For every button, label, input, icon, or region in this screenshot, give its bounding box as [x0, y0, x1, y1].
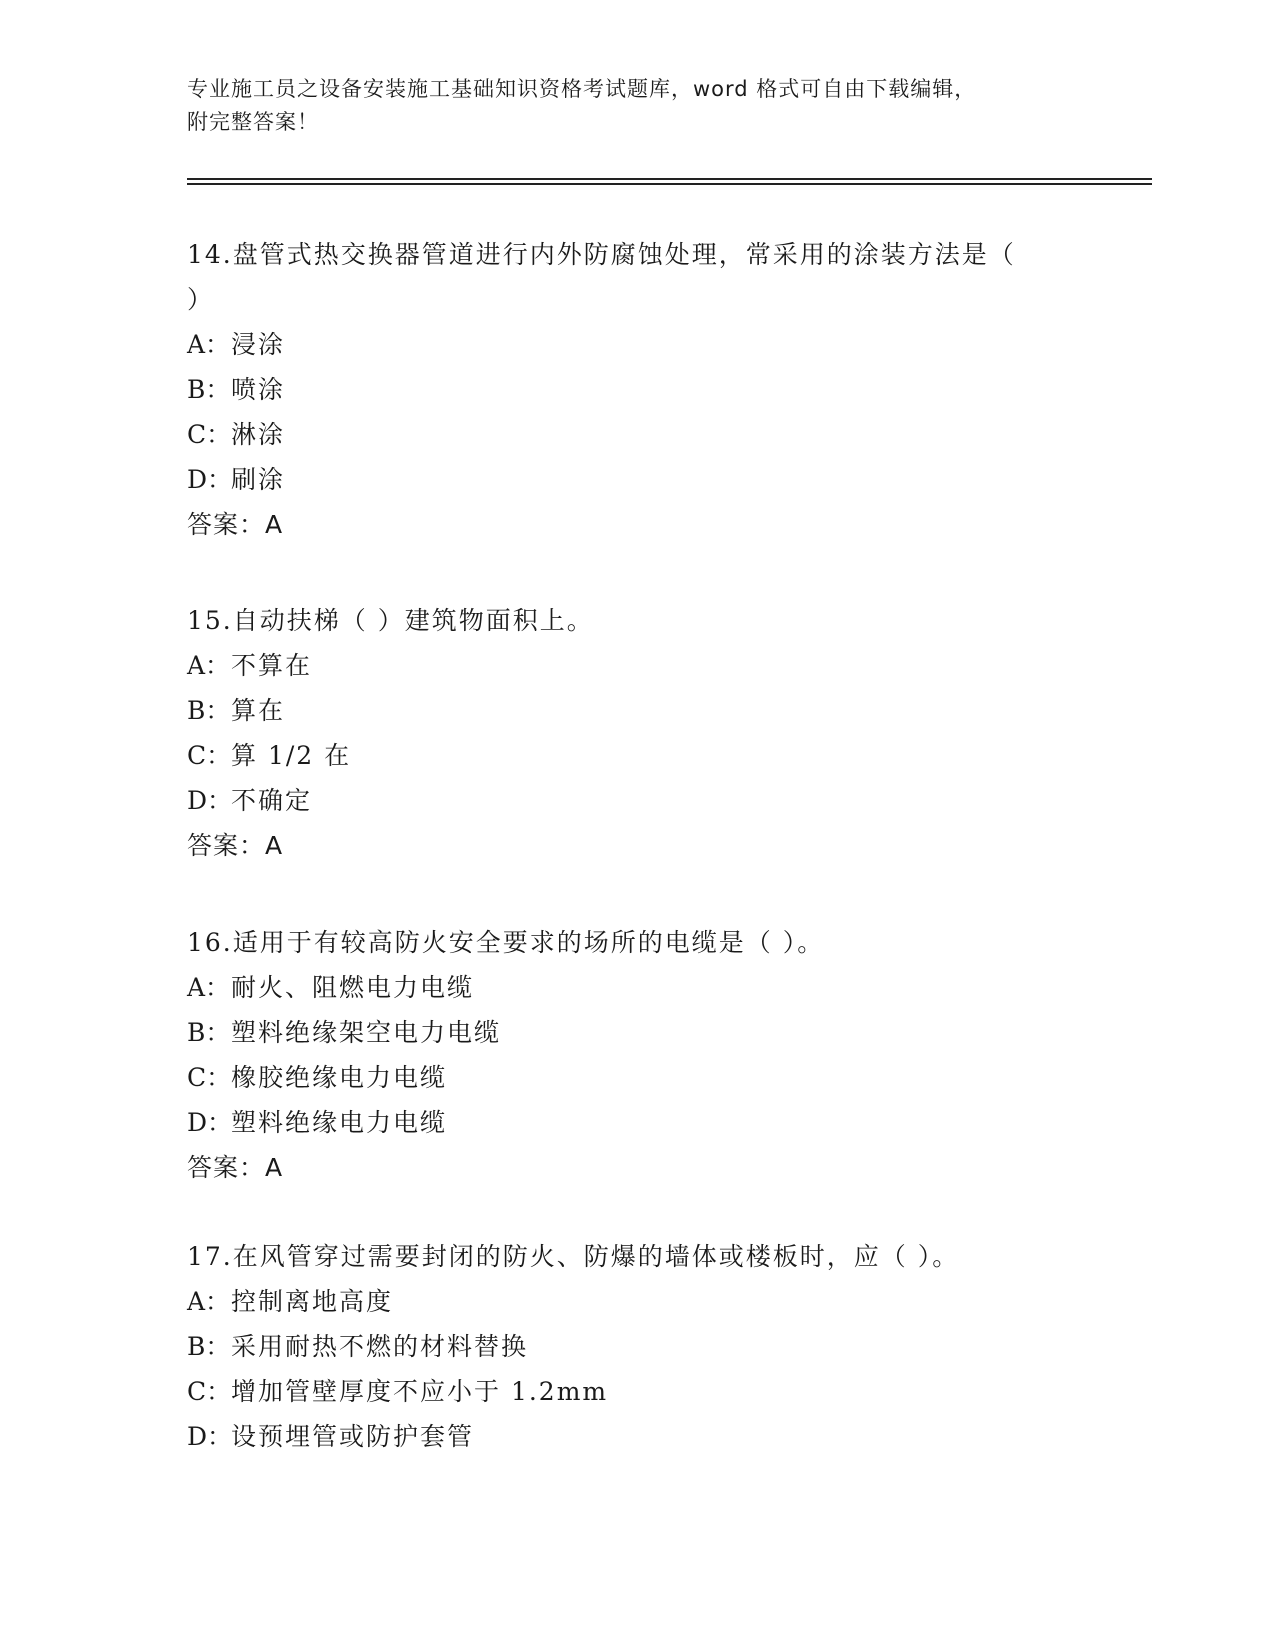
option-d: [187, 1100, 1107, 1145]
header-divider-top: [187, 178, 1152, 180]
option-a: [187, 965, 1107, 1010]
option-b: [187, 367, 1107, 412]
option-label: B：: [187, 375, 231, 404]
option-text: 塑料绝缘电力电缆: [231, 1108, 448, 1137]
question-stem: 17.在风管穿过需要封闭的防火、防爆的墙体或楼板时，应（ ）。: [187, 1242, 960, 1271]
option-d: [187, 1414, 1107, 1459]
option-text: 橡胶绝缘电力电缆: [231, 1063, 448, 1092]
option-label: C：: [187, 1377, 232, 1406]
option-text: 设预埋管或防护套管: [231, 1422, 475, 1451]
answer: 答案：A: [187, 831, 284, 860]
option-text: 浸涂: [231, 330, 286, 359]
option-a: [187, 1279, 1107, 1324]
question-17: [187, 1234, 1107, 1459]
option-text: 算 1/2 在: [231, 741, 352, 770]
option-c: [187, 1369, 1107, 1414]
option-text: 采用耐热不燃的材料替换: [231, 1332, 529, 1361]
option-label: A：: [187, 330, 231, 359]
question-stem: 16.适用于有较高防火安全要求的场所的电缆是（ ）。: [187, 928, 825, 957]
question-15: [187, 598, 1107, 868]
option-text: 刷涂: [231, 465, 286, 494]
question-stem: 14.盘管式热交换器管道进行内外防腐蚀处理，常采用的涂装方法是（: [187, 240, 1016, 269]
option-label: D：: [187, 465, 233, 494]
option-c: [187, 412, 1107, 457]
option-label: B：: [187, 1018, 231, 1047]
question-16: [187, 920, 1107, 1190]
option-label: C：: [187, 741, 232, 770]
question-stem-continued: ）: [187, 285, 215, 314]
option-text: 算在: [231, 696, 286, 725]
option-text: 淋涂: [231, 420, 286, 449]
option-d: [187, 778, 1107, 823]
option-label: D：: [187, 1422, 233, 1451]
option-label: B：: [187, 696, 231, 725]
option-d: [187, 457, 1107, 502]
header-divider-bottom: [187, 183, 1152, 185]
header-line-2: 附完整答案！: [187, 110, 319, 134]
option-label: A：: [187, 1287, 231, 1316]
option-label: A：: [187, 973, 231, 1002]
option-label: C：: [187, 1063, 232, 1092]
option-label: A：: [187, 651, 231, 680]
option-text: 塑料绝缘架空电力电缆: [231, 1018, 502, 1047]
header-line-1: 专业施工员之设备安装施工基础知识资格考试题库，word 格式可自由下载编辑，: [187, 77, 977, 101]
option-text: 不算在: [231, 651, 313, 680]
option-text: 增加管壁厚度不应小于 1.2mm: [231, 1377, 609, 1406]
option-b: [187, 1324, 1107, 1369]
option-text: 喷涂: [231, 375, 286, 404]
option-b: [187, 688, 1107, 733]
document-header: [187, 73, 1087, 139]
option-label: D：: [187, 1108, 233, 1137]
option-label: B：: [187, 1332, 231, 1361]
option-a: [187, 322, 1107, 367]
question-14: [187, 232, 1107, 547]
answer: 答案：A: [187, 510, 284, 539]
option-label: C：: [187, 420, 232, 449]
question-stem: 15.自动扶梯（ ）建筑物面积上。: [187, 606, 594, 635]
option-label: D：: [187, 786, 233, 815]
option-text: 不确定: [231, 786, 313, 815]
option-b: [187, 1010, 1107, 1055]
option-text: 控制离地高度: [231, 1287, 394, 1316]
option-c: [187, 1055, 1107, 1100]
option-a: [187, 643, 1107, 688]
option-text: 耐火、阻燃电力电缆: [231, 973, 475, 1002]
answer: 答案：A: [187, 1153, 284, 1182]
option-c: [187, 733, 1107, 778]
